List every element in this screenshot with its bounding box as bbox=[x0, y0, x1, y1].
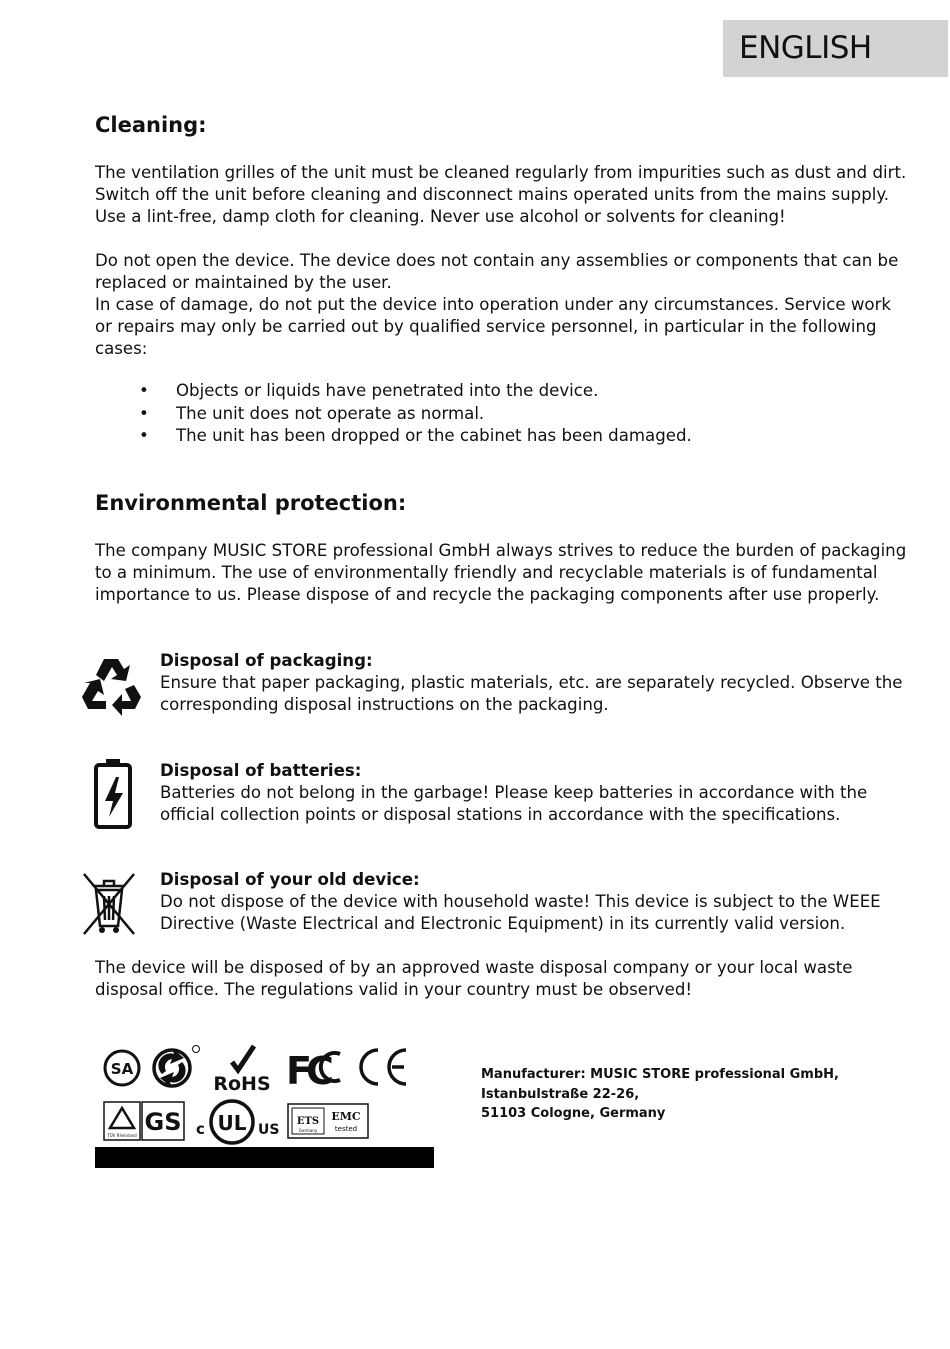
list-item-text: Objects or liquids have penetrated into the device. bbox=[176, 381, 599, 400]
list-item-text: The unit does not operate as normal. bbox=[176, 403, 485, 423]
manufacturer-line: 51103 Cologne, Germany bbox=[481, 1106, 666, 1121]
ce-label: CE bbox=[390, 1040, 392, 1041]
damage-case-list bbox=[95, 380, 895, 448]
bullet-icon: • bbox=[139, 381, 149, 400]
packaging-disposal-block bbox=[160, 650, 903, 716]
text-line: The ventilation grilles of the unit must be cleaned regularly from impurities such as dust and dirt. bbox=[95, 163, 907, 182]
gs-label: GS bbox=[144, 1108, 182, 1136]
bullet-icon: • bbox=[139, 403, 149, 423]
device-disposal-block bbox=[160, 869, 900, 935]
tuv-label: TÜV Rheinland bbox=[107, 1133, 137, 1138]
ets-label: ETS bbox=[296, 1116, 320, 1127]
disposal-closing-paragraph bbox=[95, 957, 895, 1001]
battery-disposal-title: Disposal of batteries: bbox=[160, 761, 362, 780]
recycle-icon bbox=[78, 651, 146, 719]
black-bar bbox=[95, 1147, 434, 1168]
packaging-disposal-title: Disposal of packaging: bbox=[160, 651, 373, 670]
fcc-logo-icon bbox=[286, 1049, 340, 1093]
text-line: official collection points or disposal stations in accordance with the specifications. bbox=[160, 805, 841, 824]
weee-bin-icon bbox=[80, 870, 138, 938]
culus-logo-icon bbox=[196, 1101, 279, 1143]
cleaning-paragraph-1 bbox=[95, 162, 907, 228]
text-line: In case of damage, do not put the device into operation under any circumstances. Service work bbox=[95, 295, 892, 314]
text-line: replaced or maintained by the user. bbox=[95, 273, 392, 292]
csa-label: SA bbox=[110, 1060, 134, 1078]
list-item-text: The unit has been dropped or the cabinet has been damaged. bbox=[176, 426, 692, 445]
text-line: cases: bbox=[95, 339, 148, 358]
list-item bbox=[95, 403, 895, 426]
emc-label: EMC bbox=[331, 1110, 361, 1123]
bullet-icon: • bbox=[139, 426, 149, 445]
ul-c-label: c bbox=[196, 1120, 205, 1138]
environmental-heading: Environmental protection: bbox=[95, 491, 407, 515]
text-line: Switch off the unit before cleaning and disconnect mains operated units from the mains supply. bbox=[95, 185, 890, 204]
ets-emc-logo-icon bbox=[288, 1104, 368, 1138]
manufacturer-line: Istanbulstraße 22-26, bbox=[481, 1086, 640, 1102]
device-disposal-title: Disposal of your old device: bbox=[160, 870, 420, 889]
certification-logos bbox=[100, 1040, 420, 1150]
tuv-logo-icon bbox=[104, 1102, 140, 1140]
text-line: importance to us. Please dispose of and recycle the packaging components after use properly. bbox=[95, 585, 880, 604]
text-line: corresponding disposal instructions on the packaging. bbox=[160, 695, 609, 714]
csa-logo-icon bbox=[105, 1051, 139, 1085]
list-item bbox=[95, 425, 895, 448]
text-line: Use a lint-free, damp cloth for cleaning. Never use alcohol or solvents for cleaning! bbox=[95, 207, 786, 226]
text-line: Do not dispose of the device with household waste! This device is subject to the WEEE bbox=[160, 892, 881, 911]
emc-sub-label: tested bbox=[334, 1125, 358, 1133]
rohs-label: RoHS bbox=[213, 1073, 271, 1095]
text-line: Ensure that paper packaging, plastic materials, etc. are separately recycled. Observe the bbox=[160, 673, 903, 692]
green-dot-icon bbox=[154, 1046, 200, 1089]
cleaning-paragraph-2 bbox=[95, 250, 899, 360]
fcc-label: FC bbox=[286, 1049, 328, 1093]
ul-us-label: US bbox=[258, 1122, 280, 1138]
ul-label: UL bbox=[217, 1111, 247, 1135]
gs-logo-icon bbox=[142, 1102, 184, 1140]
text-line: Batteries do not belong in the garbage! Please keep batteries in accordance with the bbox=[160, 783, 868, 802]
cleaning-heading: Cleaning: bbox=[95, 113, 207, 137]
battery-disposal-block bbox=[160, 760, 900, 826]
language-tab: ENGLISH bbox=[723, 20, 948, 77]
text-line: The device will be disposed of by an approved waste disposal company or your local waste bbox=[95, 958, 853, 977]
rohs-logo-icon bbox=[213, 1046, 270, 1095]
ce-logo-icon bbox=[361, 1040, 406, 1084]
list-item bbox=[95, 380, 895, 403]
text-line: Do not open the device. The device does not contain any assemblies or components that can be bbox=[95, 251, 899, 270]
text-line: or repairs may only be carried out by qualified service personnel, in particular in the following bbox=[95, 317, 877, 336]
text-line: to a minimum. The use of environmentally friendly and recyclable materials is of fundamental bbox=[95, 563, 878, 582]
ets-sub-label: Germany bbox=[298, 1128, 318, 1133]
battery-icon bbox=[92, 757, 136, 831]
text-line: The company MUSIC STORE professional GmbH always strives to reduce the burden of packaging bbox=[95, 541, 907, 560]
manufacturer-line: Manufacturer: MUSIC STORE professional GmbH, bbox=[481, 1067, 839, 1082]
manufacturer-info bbox=[481, 1065, 839, 1124]
text-line: disposal office. The regulations valid in your country must be observed! bbox=[95, 980, 693, 999]
text-line: Directive (Waste Electrical and Electronic Equipment) in its currently valid version. bbox=[160, 914, 846, 933]
environmental-intro bbox=[95, 540, 907, 606]
